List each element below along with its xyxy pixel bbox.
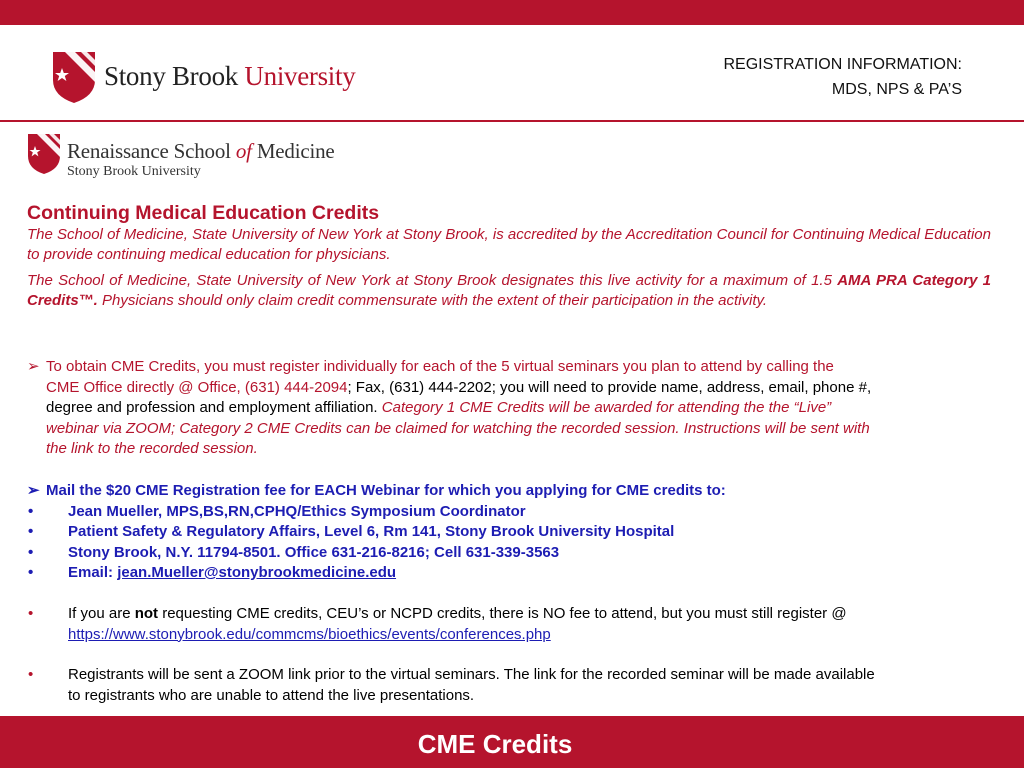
- obtain-line-1: To obtain CME Credits, you must register individually for each of the 5 virtual seminars you plan to attend by calling the: [46, 358, 834, 375]
- cme-accreditation-section: [27, 201, 991, 311]
- rsm-wordmark: [67, 139, 335, 164]
- obtain-line-3: [27, 398, 992, 419]
- sbu-wordmark-stony-brook: Stony Brook: [104, 61, 245, 91]
- zoom-line-1: Registrants will be sent a ZOOM link prior to the virtual seminars. The link for the recorded seminar will be made available: [68, 666, 875, 683]
- registration-info-title: [723, 52, 962, 102]
- obtain-line-4: webinar via ZOOM; Category 2 CME Credits can be claimed for watching the recorded session. Instructions will be sent with: [46, 419, 870, 437]
- bullet-icon: •: [28, 502, 34, 520]
- designation-statement: [27, 271, 991, 311]
- designation-pre: The School of Medicine, State University of New York at Stony Brook designates this live activity for a maximum of 1.5: [27, 272, 838, 289]
- affiliation-text: degree and profession and employment affiliation.: [46, 399, 382, 416]
- email-label: Email:: [68, 564, 118, 581]
- rsm-wordmark-of: of: [235, 139, 252, 163]
- rsm-wordmark-part2: Medicine: [251, 139, 335, 163]
- arrow-bullet-icon: ➢: [27, 358, 40, 375]
- stony-brook-university-logo[interactable]: [51, 50, 371, 106]
- registration-info-line1: REGISTRATION INFORMATION:: [723, 56, 962, 73]
- department-address: Patient Safety & Regulatory Affairs, Level 6, Rm 141, Stony Brook University Hospital: [68, 523, 675, 540]
- bullet-icon: •: [28, 564, 34, 581]
- bullet-icon: •: [28, 666, 34, 683]
- list-item: [27, 563, 992, 584]
- bullet-icon: •: [28, 605, 34, 622]
- sbu-wordmark-university: University: [244, 61, 356, 91]
- rsm-wordmark-part1: Renaissance School: [67, 139, 236, 163]
- obtain-line-2: [27, 378, 992, 399]
- city-and-phones: Stony Brook, N.Y. 11794-8501. Office 631-216-8216; Cell 631-339-3563: [68, 543, 560, 561]
- obtain-credits-section: [27, 357, 992, 460]
- registration-info-line2: MDS, NPS & PA’S: [831, 81, 962, 98]
- zoom-info-section: [27, 665, 992, 706]
- list-item: [27, 522, 992, 543]
- arrow-bullet-icon: ➢: [27, 482, 40, 499]
- rsm-shield-icon: [27, 133, 61, 175]
- header-divider: [0, 120, 1024, 122]
- accreditation-statement: The School of Medicine, State University of New York at Stony Brook, is accredited by the Accreditation Council for Continuing Medical Education to provide continuing medical education for physicians.: [27, 226, 991, 263]
- zoom-line-2: to registrants who are unable to attend the live presentations.: [68, 686, 475, 704]
- bullet-icon: •: [28, 523, 34, 540]
- mail-fee-section: [27, 481, 992, 584]
- category1-note: Category 1 CME Credits will be awarded for attending the the “Live”: [381, 399, 832, 416]
- no-fee-post: requesting CME credits, CEU’s or NCPD credits, there is NO fee to attend, but you must still register @: [158, 605, 847, 622]
- contact-name: Jean Mueller, MPS,BS,RN,CPHQ/Ethics Symposium Coordinator: [68, 502, 526, 520]
- top-banner: [0, 0, 1024, 25]
- designation-credits: AMA PRA Category 1 Credits™.: [27, 272, 991, 309]
- list-item: [27, 665, 992, 706]
- renaissance-school-logo[interactable]: [27, 133, 357, 185]
- list-item: [27, 543, 992, 564]
- cme-heading: Continuing Medical Education Credits: [27, 202, 380, 224]
- sbu-wordmark: [104, 61, 355, 92]
- mail-address-list: [27, 502, 992, 584]
- bullet-icon: •: [28, 543, 34, 561]
- obtain-line-5: the link to the recorded session.: [46, 440, 258, 457]
- registration-url-link[interactable]: https://www.stonybrook.edu/commcms/bioethics/events/conferences.php: [68, 625, 551, 643]
- designation-post: Physicians should only claim credit commensurate with the extent of their participation in the activity.: [97, 292, 768, 309]
- email-link[interactable]: jean.Mueller@stonybrookmedicine.edu: [117, 564, 397, 581]
- mail-fee-intro: Mail the $20 CME Registration fee for EACH Webinar for which you applying for CME credits to:: [46, 482, 726, 499]
- sbu-shield-icon: [51, 50, 97, 104]
- no-fee-section: [27, 604, 992, 645]
- no-fee-pre: If you are: [68, 605, 135, 622]
- no-fee-not: not: [134, 605, 159, 622]
- cme-office-phone: CME Office directly @ Office, (631) 444-2094: [46, 378, 348, 396]
- fax-and-info: ; Fax, (631) 444-2202; you will need to provide name, address, email, phone #,: [347, 378, 872, 396]
- footer-title: CME Credits: [417, 729, 573, 759]
- list-item: [27, 502, 992, 523]
- rsm-subtitle: Stony Brook University: [67, 164, 201, 179]
- list-item: [27, 604, 992, 645]
